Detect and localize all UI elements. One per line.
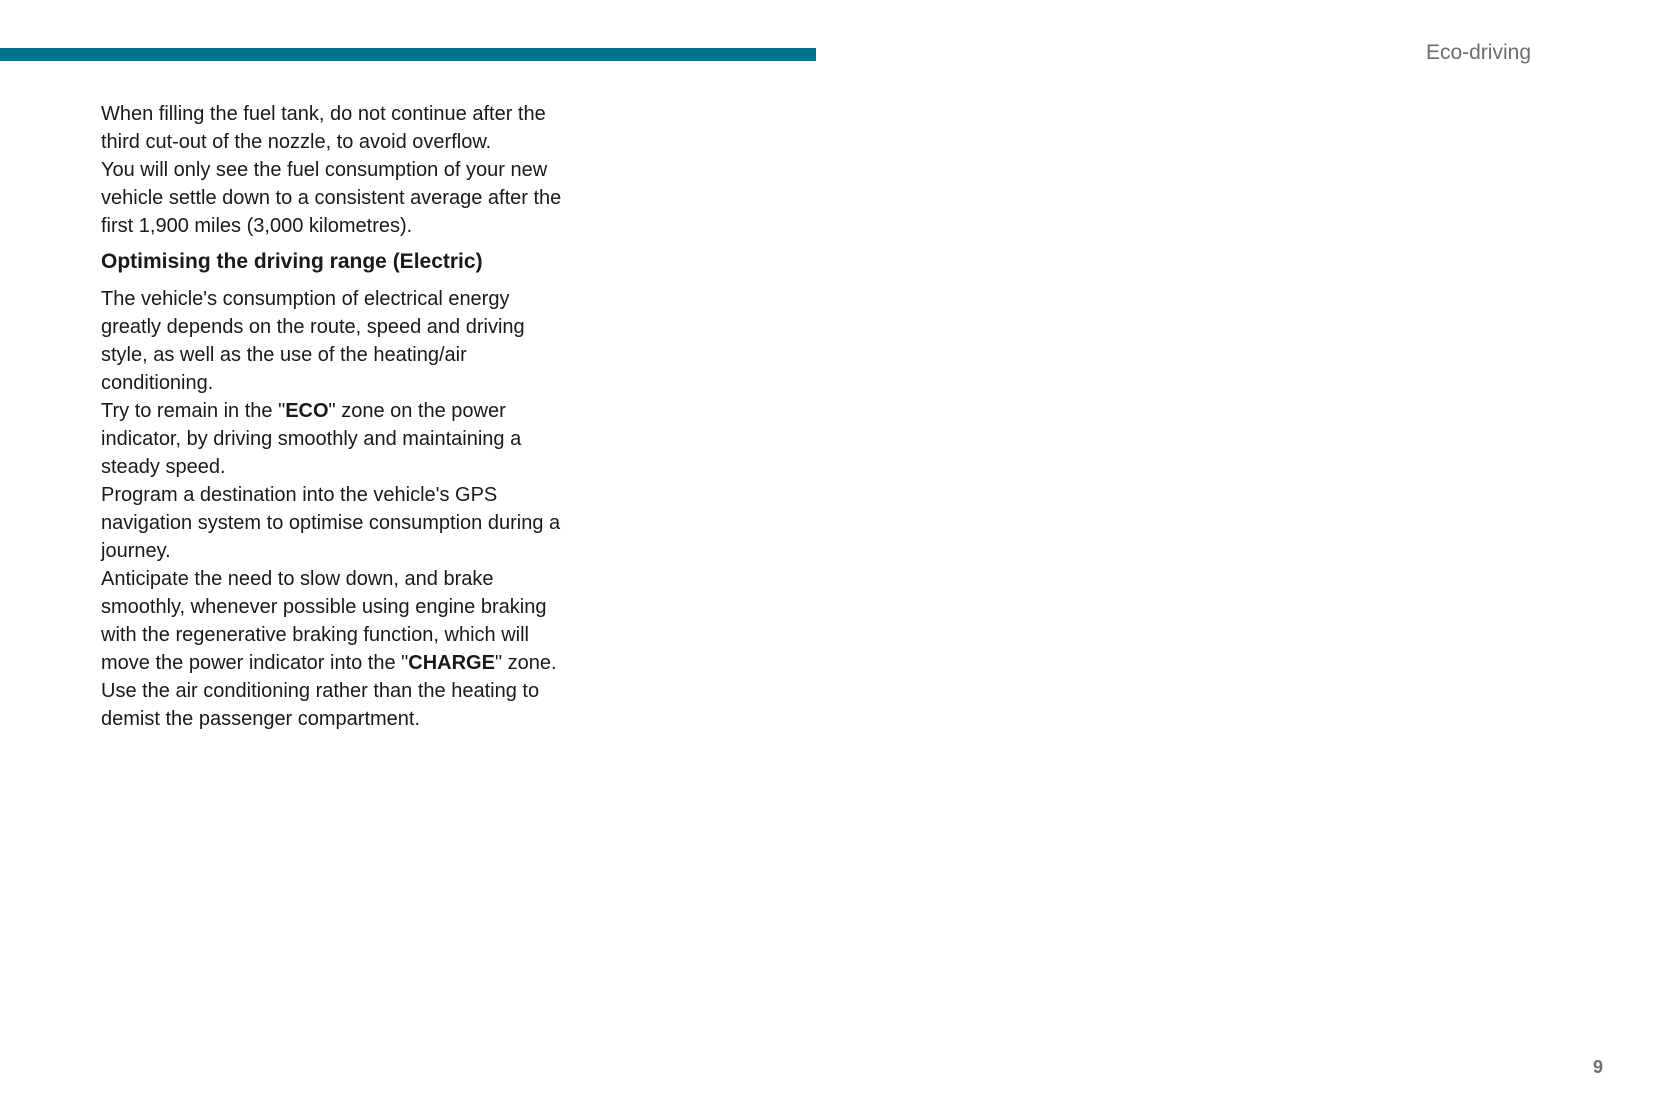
fuel-consumption-paragraph: You will only see the fuel consumption of your new vehicle settle down to a consistent average after the first 1,900 miles (3,000 kilometres). xyxy=(101,159,562,237)
braking-paragraph xyxy=(101,565,571,677)
section-title: Eco-driving xyxy=(1425,41,1531,64)
electric-consumption-paragraph: The vehicle's consumption of electrical energy greatly depends on the route, speed and driving style, as well as the use of the heating/air conditioning. xyxy=(101,288,525,394)
charge-keyword: CHARGE xyxy=(408,652,495,674)
page-number: 9 xyxy=(1592,1057,1603,1077)
braking-text-after: " zone. xyxy=(494,652,557,674)
eco-keyword: ECO xyxy=(285,400,329,422)
fuel-tank-paragraph: When filling the fuel tank, do not continue after the third cut-out of the nozzle, to avoid overflow. xyxy=(101,103,546,153)
eco-zone-text-before: Try to remain in the " xyxy=(101,400,286,422)
header-accent-bar xyxy=(0,48,816,61)
main-content xyxy=(101,100,571,733)
air-conditioning-paragraph: Use the air conditioning rather than the heating to demist the passenger compartment. xyxy=(101,680,540,730)
braking-text-before: Anticipate the need to slow down, and brake smoothly, whenever possible using engine braking with the regenerative braking function, which will move the power indicator into the " xyxy=(101,568,547,674)
gps-paragraph: Program a destination into the vehicle's GPS navigation system to optimise consumption during a journey. xyxy=(101,484,561,562)
eco-zone-text-after: " zone on the power indicator, by driving smoothly and maintaining a steady speed. xyxy=(101,400,522,478)
eco-zone-paragraph xyxy=(101,397,571,481)
electric-range-heading: Optimising the driving range (Electric) xyxy=(101,250,483,273)
